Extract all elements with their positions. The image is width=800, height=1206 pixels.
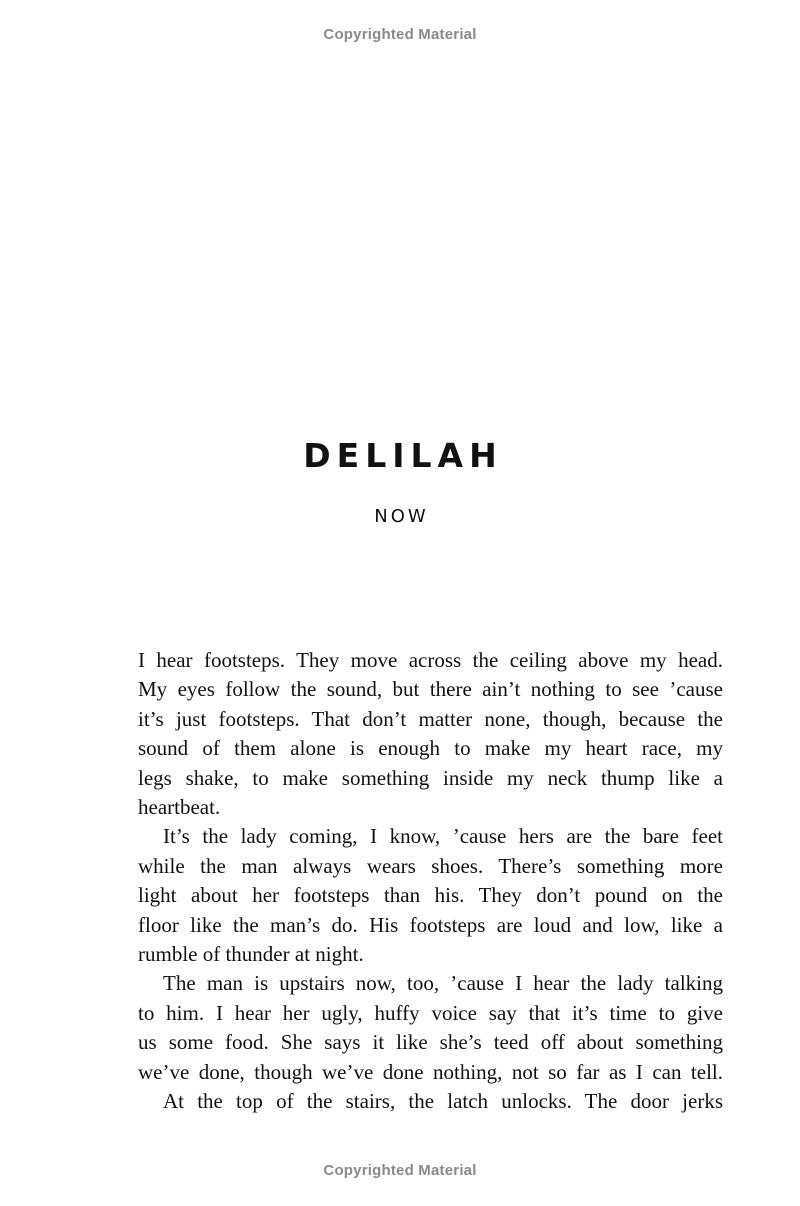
text-line: I hear footsteps. They move across the ceiling above my head. — [138, 648, 723, 672]
text-line: At the top of the stairs, the latch unlocks. The door jerks — [163, 1089, 723, 1114]
text-line: while the man always wears shoes. There’s something more — [138, 853, 723, 878]
text-line: to him. I hear her ugly, huffy voice say that it’s time to give — [138, 1000, 723, 1025]
text-line: it’s just footsteps. That don’t matter none, though, because the — [138, 706, 723, 731]
text-line: we’ve done, though we’ve done nothing, not so far as I can tell. — [138, 1059, 723, 1084]
chapter-title: DELILAH — [303, 436, 503, 475]
text-line: It’s the lady coming, I know, ’cause hers are the bare feet — [163, 824, 723, 849]
text-line: rumble of thunder at night. — [138, 942, 364, 967]
watermark-bottom: Copyrighted Material — [323, 1162, 477, 1179]
text-line: My eyes follow the sound, but there ain’t nothing to see ’cause — [138, 677, 723, 702]
paragraph-2 — [138, 822, 723, 969]
text-line: us some food. She says it like she’s teed off about something — [138, 1030, 723, 1055]
text-line: light about her footsteps than his. They don’t pound on the — [138, 883, 723, 908]
text-line: legs shake, to make something inside my neck thump like a — [138, 765, 723, 790]
paragraph-4 — [138, 1087, 723, 1116]
text-line: heartbeat. — [138, 795, 221, 820]
watermark-top: Copyrighted Material — [323, 26, 477, 43]
paragraph-3 — [138, 969, 723, 1087]
body-text — [138, 646, 723, 1117]
paragraph-1 — [138, 646, 723, 822]
text-line: The man is upstairs now, too, ’cause I hear the lady talking — [163, 971, 723, 996]
chapter-subtitle: NOW — [374, 506, 429, 527]
text-line: floor like the man’s do. His footsteps are loud and low, like a — [138, 912, 723, 937]
text-line: sound of them alone is enough to make my heart race, my — [138, 736, 723, 761]
